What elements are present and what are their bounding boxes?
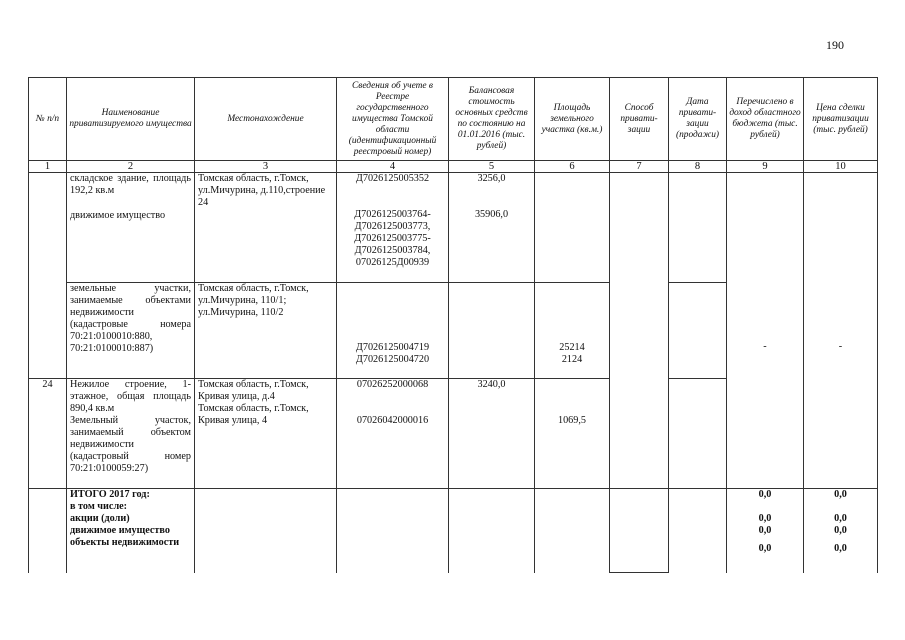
item-location: Томская область, г.Томск, Кривая улица, д.4 <box>198 379 309 402</box>
land-area: 25214 <box>559 342 585 353</box>
date-cell <box>669 173 727 283</box>
registry-number: Д7026125004720 <box>355 354 430 365</box>
item-name: Земельный участок, занимаемый объектом недвижимости (кадастровый номер 70:21:0100059:27) <box>70 415 191 474</box>
header-cell: Способ привати-зации <box>610 78 669 161</box>
column-number: 1 <box>29 161 67 173</box>
totals-row <box>29 489 878 573</box>
date-cell <box>669 489 727 573</box>
location-cell <box>195 489 337 573</box>
budget-transfer-value: - <box>763 340 767 352</box>
date-cell <box>669 379 727 489</box>
location-cell <box>195 283 337 379</box>
registry-cell <box>337 173 449 283</box>
area-cell <box>535 173 610 283</box>
row-number-cell: 24 <box>29 379 67 489</box>
totals-label: в том числе: <box>70 501 128 512</box>
table-row <box>29 173 878 283</box>
balance-cost: 3240,0 <box>477 379 506 390</box>
totals-label: ИТОГО 2017 год: <box>70 489 150 500</box>
column-number: 6 <box>535 161 610 173</box>
header-cell: Площадь земельного участка (кв.м.) <box>535 78 610 161</box>
balance-cost: 35906,0 <box>474 209 509 220</box>
column-number: 2 <box>67 161 195 173</box>
registry-cell <box>337 489 449 573</box>
name-cell <box>67 379 195 489</box>
registry-number: Д7026125003764-Д7026125003773, Д7026125003775-Д7026125003784, 07026125Д00939 <box>354 209 431 268</box>
balance-cost-cell <box>449 489 535 573</box>
privatization-table <box>28 77 878 573</box>
header-cell: Балансовая стоимость основных средств по состоянию на 01.01.2016 (тыс. рублей) <box>449 78 535 161</box>
header-row <box>29 78 878 161</box>
totals-label: движимое имущество <box>70 525 170 536</box>
balance-cost-cell <box>449 379 535 489</box>
totals-label: акции (доли) <box>70 513 130 524</box>
item-name: складское здание, площадь 192,2 кв.м <box>70 173 191 196</box>
column-number-row <box>29 161 878 173</box>
column-number: 10 <box>804 161 878 173</box>
deal-price-cell <box>804 173 878 489</box>
totals-value: 0,0 <box>758 543 772 554</box>
totals-budget-cell <box>727 489 804 573</box>
item-name: Нежилое строение, 1-этажное, общая площадь 890,4 кв.м <box>70 379 191 414</box>
column-number: 7 <box>610 161 669 173</box>
item-name: движимое имущество <box>70 210 166 221</box>
column-number: 8 <box>669 161 727 173</box>
registry-number: Д7026125004719 <box>355 342 430 353</box>
land-area: 2124 <box>561 354 583 365</box>
item-location: Томская область, г.Томск, ул.Мичурина, д.110,строение 24 <box>198 173 326 208</box>
page-number: 190 <box>826 38 844 52</box>
method-cell <box>610 489 669 573</box>
area-cell <box>535 283 610 379</box>
totals-value: 0,0 <box>834 513 847 524</box>
totals-deal-cell <box>804 489 878 573</box>
name-cell <box>67 283 195 379</box>
header-cell: Местонахождение <box>195 78 337 161</box>
land-area: 1069,5 <box>557 415 586 426</box>
location-cell <box>195 379 337 489</box>
totals-value: 0,0 <box>758 489 772 500</box>
column-number: 4 <box>337 161 449 173</box>
totals-value: 0,0 <box>834 543 847 554</box>
column-number: 3 <box>195 161 337 173</box>
totals-value: 0,0 <box>834 525 847 536</box>
header-cell: Перечислено в доход областного бюджета (тыс. рублей) <box>727 78 804 161</box>
header-cell: Дата привати-зации (продажи) <box>669 78 727 161</box>
item-name: земельные участки, занимаемые объектами недвижимости (кадастровые номера 70:21:0100010:880, 70:21:0100010:887) <box>70 283 191 354</box>
area-cell <box>535 489 610 573</box>
totals-value: 0,0 <box>834 489 847 500</box>
totals-label: объекты недвижимости <box>70 537 180 548</box>
date-cell <box>669 283 727 379</box>
registry-number: 07026042000016 <box>356 415 429 426</box>
item-location: Томская область, г.Томск, Кривая улица, 4 <box>198 403 309 426</box>
totals-value: 0,0 <box>758 513 772 524</box>
totals-value: 0,0 <box>758 525 772 536</box>
balance-cost-cell <box>449 173 535 283</box>
balance-cost: 3256,0 <box>477 173 506 184</box>
column-number: 9 <box>727 161 804 173</box>
header-cell: Наименование приватизируемого имущества <box>67 78 195 161</box>
location-cell <box>195 173 337 283</box>
column-number: 5 <box>449 161 535 173</box>
header-cell: Цена сделки приватизации (тыс. рублей) <box>804 78 878 161</box>
row-number-cell <box>29 173 67 379</box>
header-cell: № п/п <box>29 78 67 161</box>
registry-cell <box>337 379 449 489</box>
name-cell <box>67 173 195 283</box>
totals-label-cell <box>67 489 195 573</box>
method-cell <box>610 173 669 489</box>
budget-cell <box>727 173 804 489</box>
item-location: Томская область, г.Томск, ул.Мичурина, 110/1; ул.Мичурина, 110/2 <box>198 283 309 318</box>
deal-price-value: - <box>838 340 843 352</box>
area-cell <box>535 379 610 489</box>
row-number-cell <box>29 489 67 573</box>
registry-number: 07026252000068 <box>356 379 429 390</box>
registry-cell <box>337 283 449 379</box>
balance-cost-cell <box>449 283 535 379</box>
header-cell: Сведения об учете в Реестре государственного имущества Томской области (идентификационный реестровый номер) <box>337 78 449 161</box>
registry-number: Д7026125005352 <box>355 173 430 184</box>
